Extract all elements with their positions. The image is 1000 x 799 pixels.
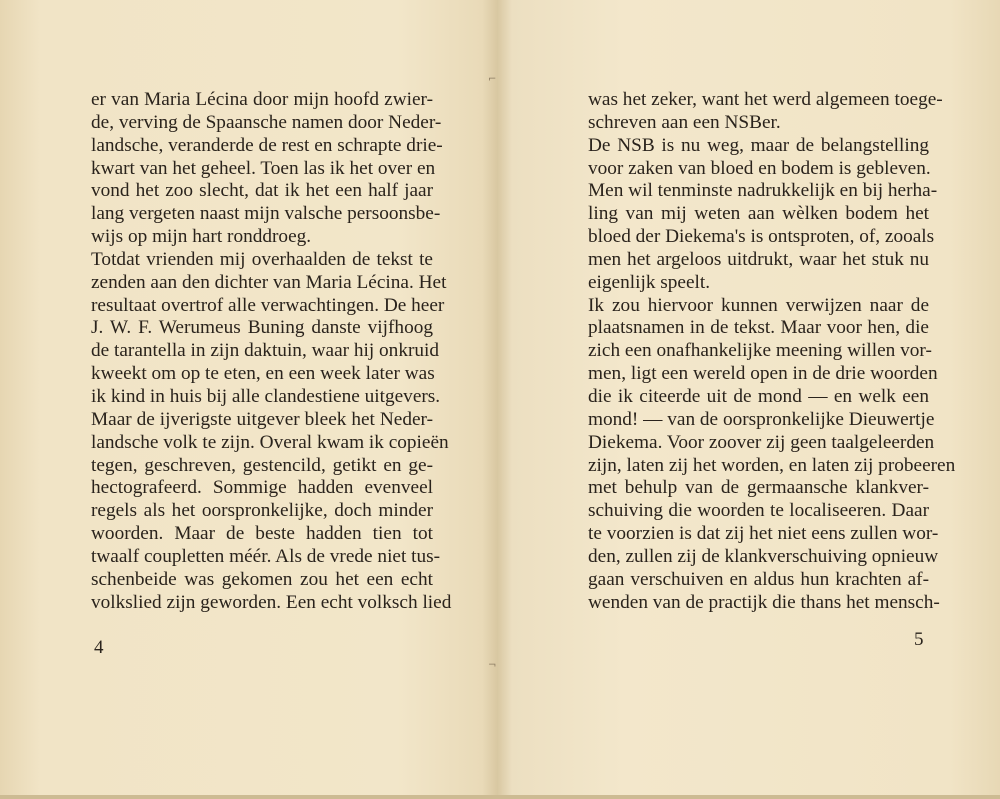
text-line: voor zaken van bloed en bodem is gebleven. — [588, 157, 931, 179]
left-page — [0, 0, 497, 799]
page-number-left: 4 — [94, 637, 104, 658]
text-line: lang vergeten naast mijn valsche persoonsbe- — [91, 203, 441, 225]
text-line: kweekt om op te eten, en een week later was — [91, 363, 435, 385]
text-line: zich een onafhankelijke meening willen vor- — [588, 340, 932, 362]
text-line: plaatsnamen in de tekst. Maar voor hen, die — [588, 317, 929, 339]
text-line: de tarantella in zijn daktuin, waar hij onkruid — [91, 340, 440, 362]
book-bottom-edge — [0, 795, 1000, 799]
text-line: landsche, veranderde de rest en schrapte drie- — [91, 134, 443, 156]
text-line: schreven aan een NSBer. — [588, 111, 781, 133]
text-line: wijs op mijn hart ronddroeg. — [91, 226, 312, 248]
text-line: regels als het oorspronkelijke, doch minder — [91, 500, 433, 522]
text-line: was het zeker, want het werd algemeen toege- — [588, 89, 943, 110]
text-line: De NSB is nu weg, maar de belangstelling — [588, 134, 929, 156]
right-page — [497, 0, 1000, 799]
gutter-stitch-mark: ¬ — [488, 660, 497, 671]
text-line: die ik citeerde uit de mond — en welk een — [588, 385, 929, 407]
left-page-text — [91, 89, 452, 614]
text-line: gaan verschuiven en aldus hun krachten af- — [588, 568, 929, 590]
text-line: schuiving die woorden te localiseeren. Daar — [588, 500, 929, 522]
right-page-text — [588, 89, 956, 614]
text-line: Totdat vrienden mij overhaalden de tekst te — [91, 248, 433, 270]
page-number-right: 5 — [914, 629, 924, 650]
text-line: landsche volk te zijn. Overal kwam ik copieën — [91, 431, 449, 453]
text-line: volkslied zijn geworden. Een echt volksch lied — [91, 591, 452, 613]
text-line: men het argeloos uitdrukt, waar het stuk nu — [588, 248, 929, 270]
text-line: hectografeerd. Sommige hadden evenveel — [91, 477, 433, 499]
text-line: met behulp van de germaansche klankver- — [588, 477, 929, 499]
text-line: J. W. F. Werumeus Buning danste vijfhoog — [91, 317, 433, 339]
text-line: de, verving de Spaansche namen door Neder- — [91, 111, 442, 133]
text-line: schenbeide was gekomen zou het een echt — [91, 568, 433, 590]
text-line: resultaat overtrof alle verwachtingen. De heer — [91, 294, 445, 316]
text-line: Diekema. Voor zoover zij geen taalgeleerden — [588, 431, 935, 453]
text-line: wenden van de practijk die thans het mensch- — [588, 591, 940, 613]
text-line: tegen, geschreven, gestencild, getikt en ge- — [91, 454, 433, 476]
text-line: zijn, laten zij het worden, en laten zij probeeren — [588, 454, 956, 476]
text-line: bloed der Diekema's is ontsproten, of, zooals — [588, 226, 935, 248]
text-line: ik kind in huis bij alle clandestiene uitgevers. — [91, 385, 441, 407]
text-line: men, ligt een wereld open in de drie woorden — [588, 363, 938, 385]
text-line: vond het zoo slecht, dat ik het een half jaar — [91, 180, 433, 202]
text-line: twaalf coupletten méér. Als de vrede niet tus- — [91, 545, 441, 567]
text-line: er van Maria Lécina door mijn hoofd zwier- — [91, 89, 433, 110]
text-line: woorden. Maar de beste hadden tien tot — [91, 523, 433, 545]
text-line: Men wil tenminste nadrukkelijk en bij herha- — [588, 180, 938, 202]
text-line: ling van mij weten aan wèlken bodem het — [588, 203, 929, 225]
text-line: den, zullen zij de klankverschuiving opnieuw — [588, 545, 939, 567]
text-line: mond! — van de oorspronkelijke Dieuwertje — [588, 408, 935, 430]
text-line: eigenlijk speelt. — [588, 271, 711, 293]
text-line: kwart van het geheel. Toen las ik het over en — [91, 157, 436, 179]
text-line: zenden aan den dichter van Maria Lécina. Het — [91, 271, 447, 293]
text-line: Ik zou hiervoor kunnen verwijzen naar de — [588, 294, 929, 316]
gutter-stitch-mark: ⌐ — [488, 74, 497, 85]
text-line: te voorzien is dat zij het niet eens zullen wor- — [588, 523, 939, 545]
text-line: Maar de ijverigste uitgever bleek het Neder- — [91, 408, 433, 430]
